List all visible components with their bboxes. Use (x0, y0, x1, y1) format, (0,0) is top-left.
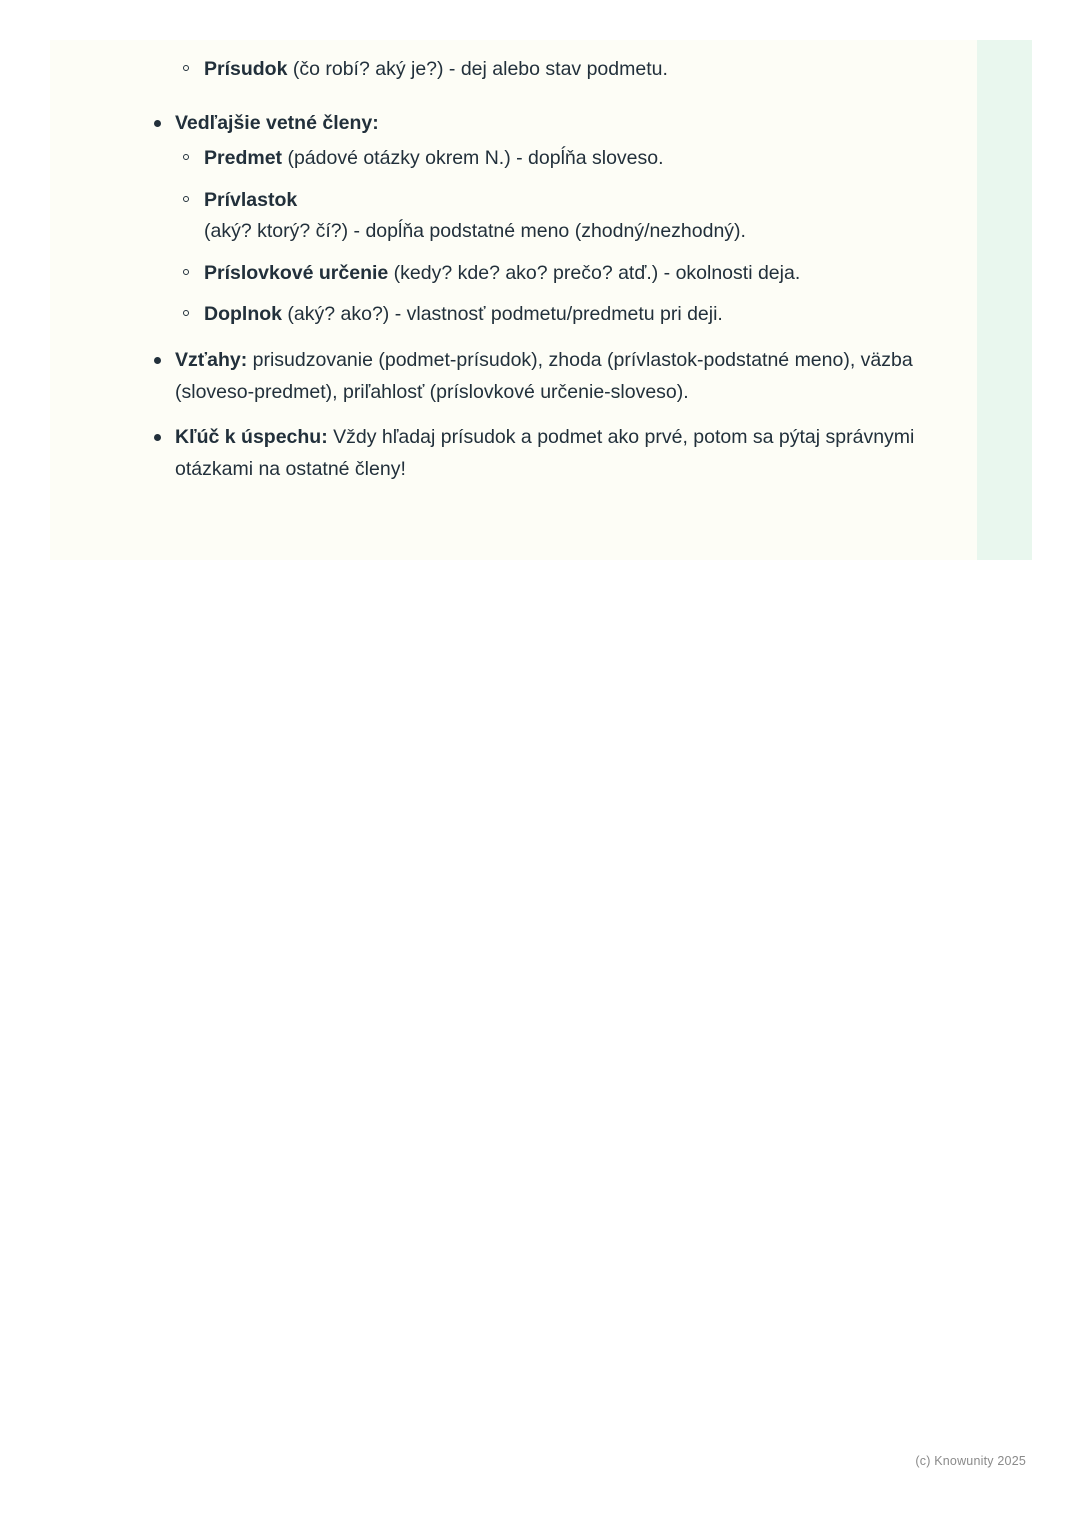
list-item (175, 258, 980, 290)
term-description: (čo robí? aký je?) - dej alebo stav podmetu. (287, 58, 668, 80)
term-label: Prísudok (204, 58, 288, 80)
sub-list (175, 143, 980, 331)
list-item (50, 345, 980, 408)
term-description: (aký? ako?) - vlastnosť podmetu/predmetu pri deji. (282, 303, 723, 326)
note-accent-stripe (977, 40, 1032, 560)
term-label: Predmet (204, 147, 283, 170)
list-item (175, 299, 980, 331)
note-content (50, 40, 980, 499)
term-label: Doplnok (204, 303, 282, 326)
note-card (50, 40, 1032, 560)
section-heading: Vedľajšie vetné členy: (175, 111, 379, 134)
term-description: Vždy hľadaj prísudok a podmet ako prvé, potom sa pýtaj správnymi otázkami na ostatné členy! (175, 426, 915, 480)
term-label: Kľúč k úspechu: (175, 426, 328, 449)
term-description: (kedy? kde? ako? prečo? atď.) - okolnosti deja. (388, 261, 801, 284)
copyright-footer: (c) Knowunity 2025 (915, 1454, 1026, 1468)
term-description: (pádové otázky okrem N.) - dopĺňa sloveso. (282, 147, 664, 170)
main-list (50, 108, 980, 486)
term-label: Prívlastok (204, 188, 298, 211)
term-label: Vzťahy: (175, 349, 248, 372)
list-item (175, 185, 980, 248)
term-description: prisudzovanie (podmet-prísudok), zhoda (prívlastok-podstatné meno), väzba (sloveso-predmet), priľahlosť (príslovkové určenie-sloveso). (175, 349, 913, 403)
list-item (175, 143, 980, 175)
list-item (50, 54, 980, 86)
list-item (50, 108, 980, 331)
term-label: Príslovkové určenie (204, 261, 389, 284)
term-description: (aký? ktorý? čí?) - dopĺňa podstatné meno (zhodný/nezhodný). (204, 220, 746, 243)
list-item (50, 422, 980, 485)
